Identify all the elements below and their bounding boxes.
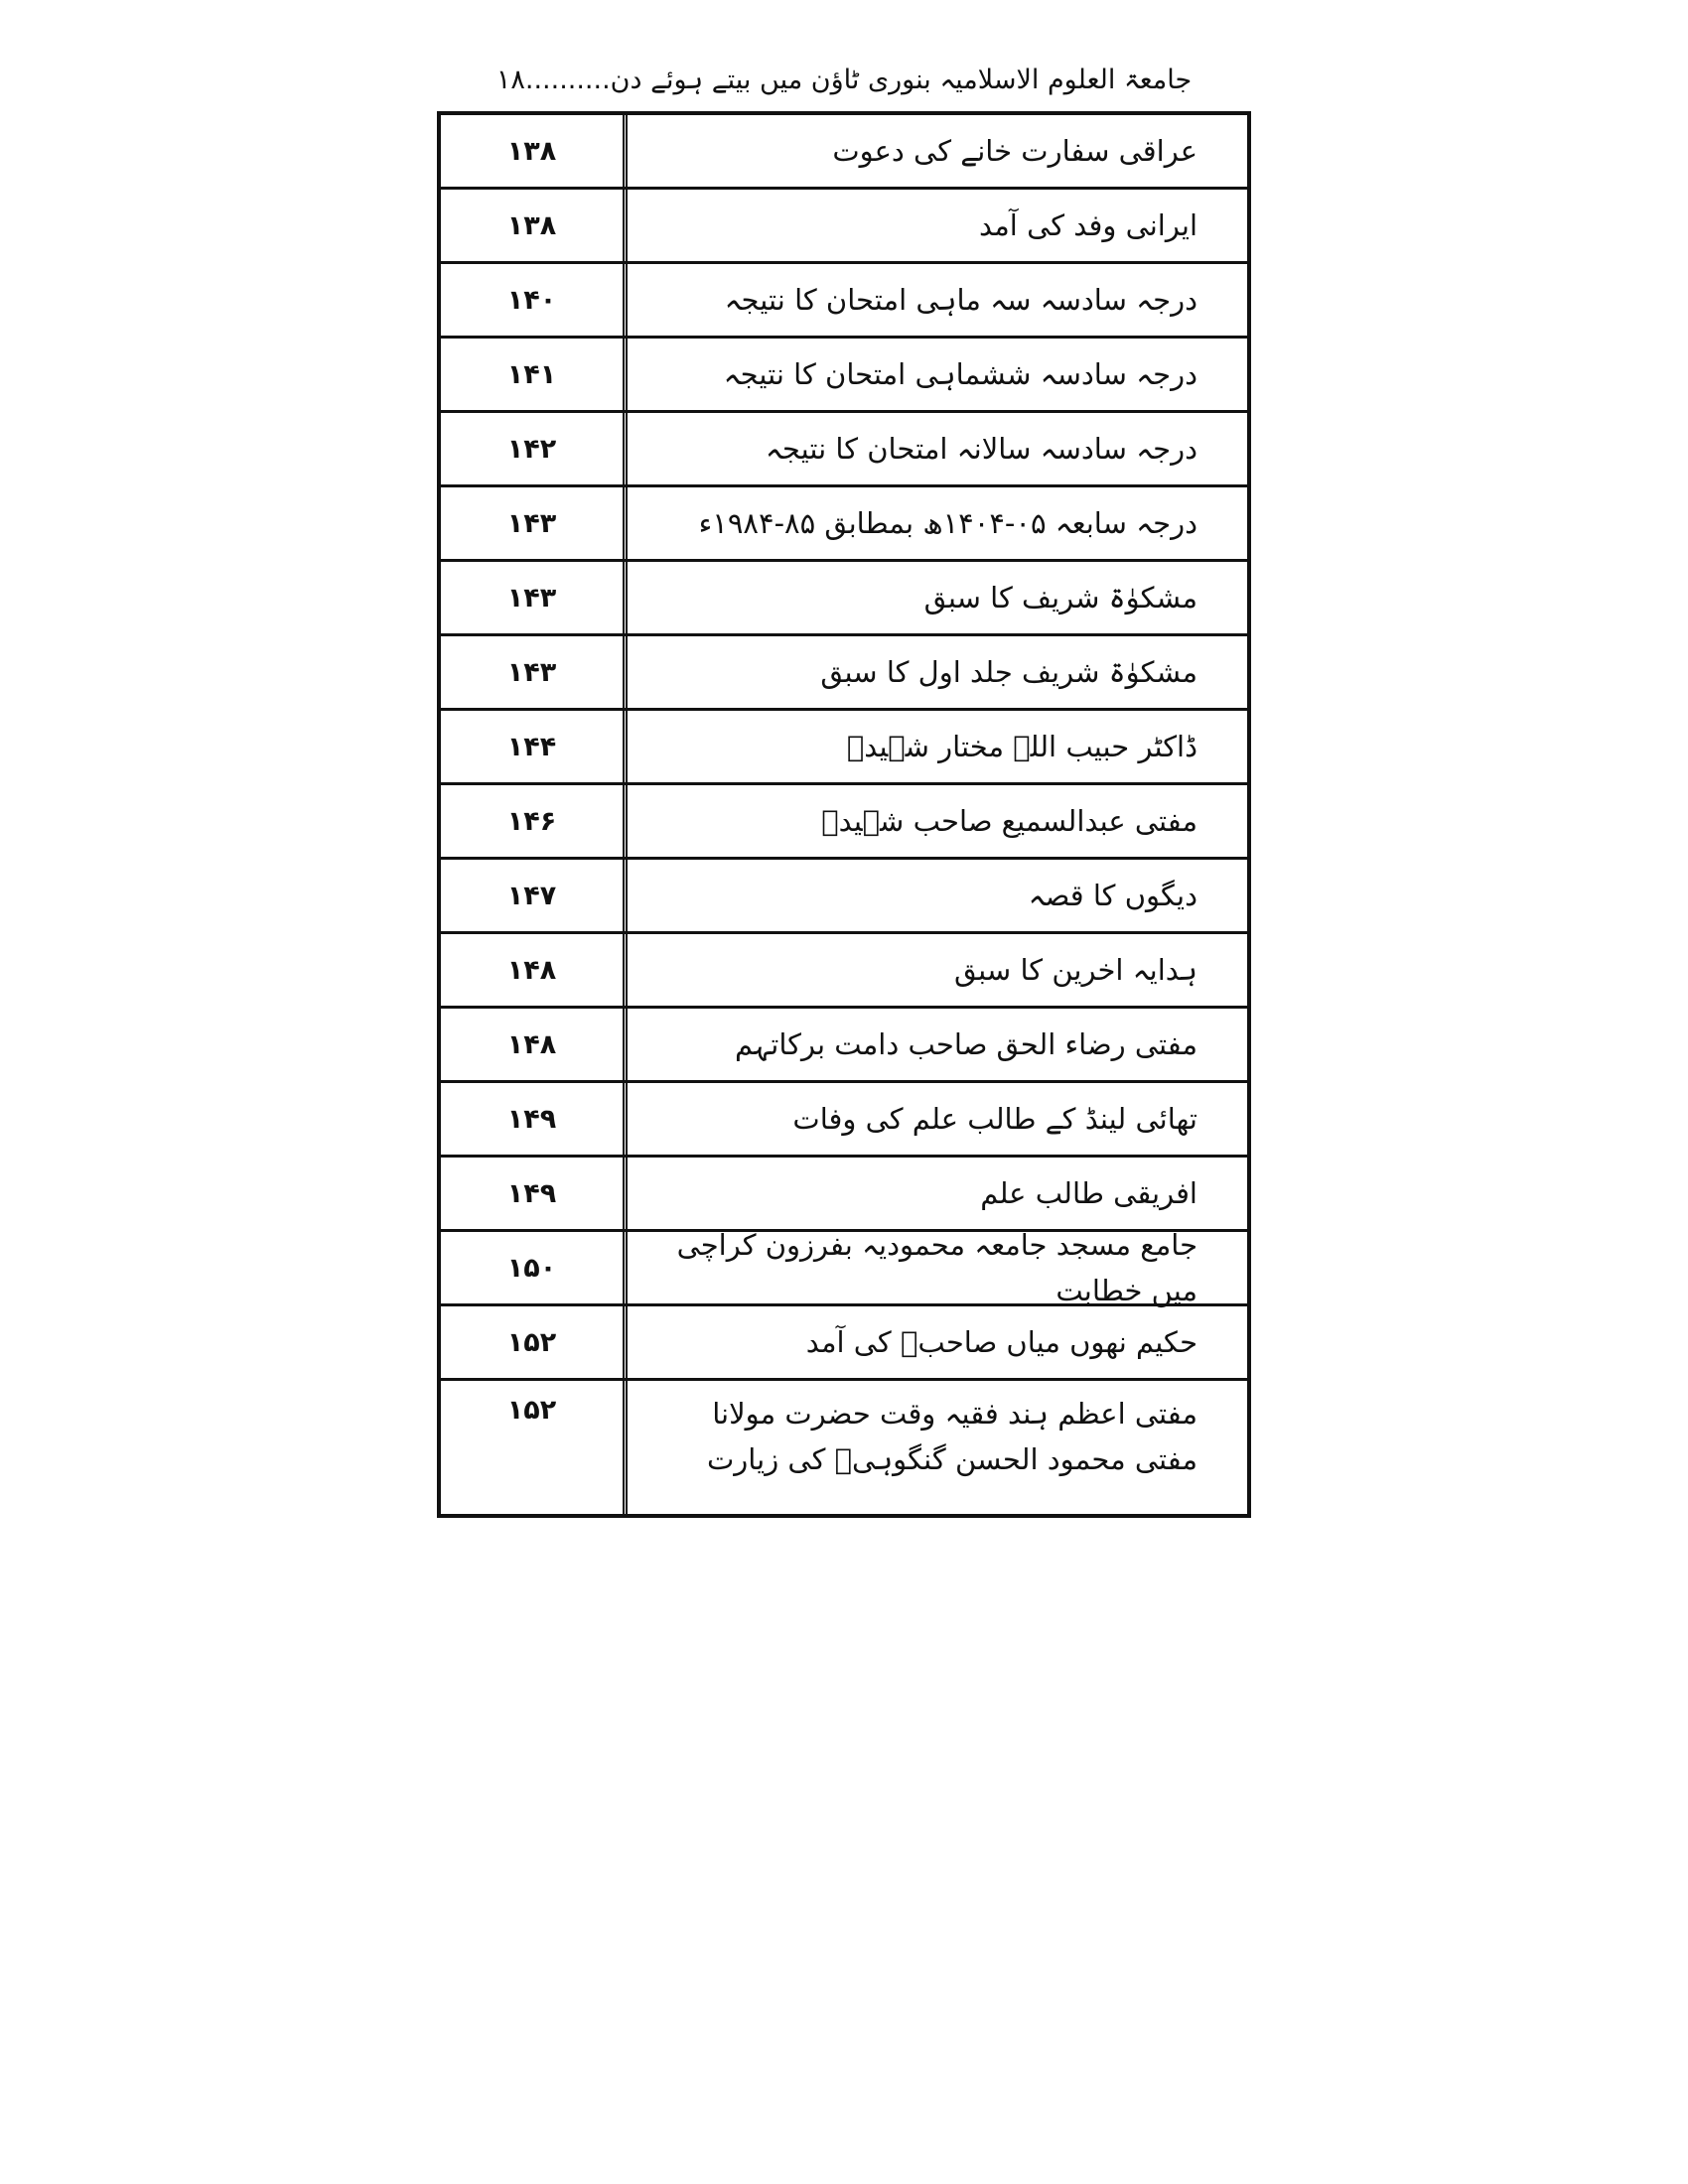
toc-row: [441, 1083, 1247, 1158]
toc-row: [441, 1228, 1247, 1307]
toc-entry-page: ۱۵۲: [506, 1395, 557, 1426]
table-of-contents: [437, 111, 1251, 1518]
toc-entry-title: تھائی لینڈ کے طالب علم کی وفات: [623, 1083, 1247, 1155]
toc-entry-title: مفتی عبدالسمیع صاحب شہیدؒ: [623, 785, 1247, 857]
toc-entry-title: درجہ سادسہ سالانہ امتحان کا نتیجہ: [623, 413, 1247, 484]
toc-entry-title: ایرانی وفد کی آمد: [623, 190, 1247, 261]
toc-row: [441, 413, 1247, 487]
toc-entry-page: ۱۴۲: [506, 433, 557, 465]
toc-row: [441, 934, 1247, 1009]
toc-entry-title: ڈاکٹر حبیب اللہ مختار شہیدؒ: [623, 711, 1247, 782]
toc-entry-title: حکیم نھوں میاں صاحبؒ کی آمد: [623, 1306, 1247, 1378]
toc-entry-page: ۱۴۳: [506, 582, 557, 614]
toc-entry-page: ۱۴۶: [506, 805, 557, 837]
toc-row: [441, 1381, 1247, 1514]
toc-row: [441, 711, 1247, 785]
toc-entry-page: ۱۴۳: [506, 507, 557, 539]
toc-entry-title: درجہ سادسہ سہ ماہی امتحان کا نتیجہ: [623, 264, 1247, 336]
toc-row: [441, 264, 1247, 339]
toc-row: [441, 1158, 1247, 1232]
toc-row: [441, 1009, 1247, 1083]
toc-entry-page: ۱۴۷: [506, 880, 557, 911]
toc-row: [441, 785, 1247, 860]
toc-entry-title: افریقی طالب علم: [623, 1158, 1247, 1229]
toc-entry-page: ۱۴۸: [506, 1028, 557, 1060]
toc-entry-page: ۱۴۸: [506, 954, 557, 986]
toc-row: [441, 190, 1247, 264]
toc-entry-title: مشکوٰۃ شریف جلد اول کا سبق: [623, 636, 1247, 708]
toc-entry-page: ۱۴۳: [506, 656, 557, 688]
toc-entry-page: ۱۳۸: [506, 209, 557, 241]
toc-row: [441, 115, 1247, 190]
toc-entry-title: مشکوٰۃ شریف کا سبق: [623, 562, 1247, 633]
toc-row: [441, 339, 1247, 413]
toc-entry-title: دیگوں کا قصہ: [623, 860, 1247, 931]
toc-entry-page: ۱۴۱: [506, 358, 557, 390]
toc-entry-title: جامع مسجد جامعہ محمودیہ بفرزون کراچی میں خطابت: [623, 1232, 1247, 1303]
toc-entry-page: ۱۵۰: [506, 1252, 557, 1284]
toc-entry-page: ۱۴۹: [506, 1103, 557, 1135]
toc-row: [441, 636, 1247, 711]
toc-entry-title: درجہ سابعہ ۰۵-۱۴۰۴ھ بمطابق ۸۵-۱۹۸۴ء: [623, 487, 1247, 559]
toc-entry-page: ۱۳۸: [506, 135, 557, 167]
toc-row: [441, 487, 1247, 562]
toc-entry-page: ۱۴۹: [506, 1177, 557, 1209]
toc-entry-title: درجہ سادسہ ششماہی امتحان کا نتیجہ: [623, 339, 1247, 410]
toc-entry-page: ۱۵۲: [506, 1326, 557, 1358]
toc-row: [441, 1306, 1247, 1381]
toc-entry-title: عراقی سفارت خانے کی دعوت: [623, 115, 1247, 187]
toc-entry-page: ۱۴۴: [506, 731, 557, 762]
toc-row: [441, 562, 1247, 636]
toc-entry-page: ۱۴۰: [506, 284, 557, 316]
toc-row: [441, 860, 1247, 934]
toc-entry-title: ہدایہ اخرین کا سبق: [623, 934, 1247, 1006]
toc-entry-title: مفتی رضاء الحق صاحب دامت برکاتہم: [623, 1009, 1247, 1080]
running-header: جامعۃ العلوم الاسلامیہ بنوری ٹاؤن میں بیتے ہوئے دن..........۱۸: [495, 65, 1193, 95]
toc-entry-title: مفتی اعظم ہند فقیہ وقت حضرت مولانا مفتی محمود الحسن گنگوہیؒ کی زیارت: [623, 1381, 1247, 1514]
